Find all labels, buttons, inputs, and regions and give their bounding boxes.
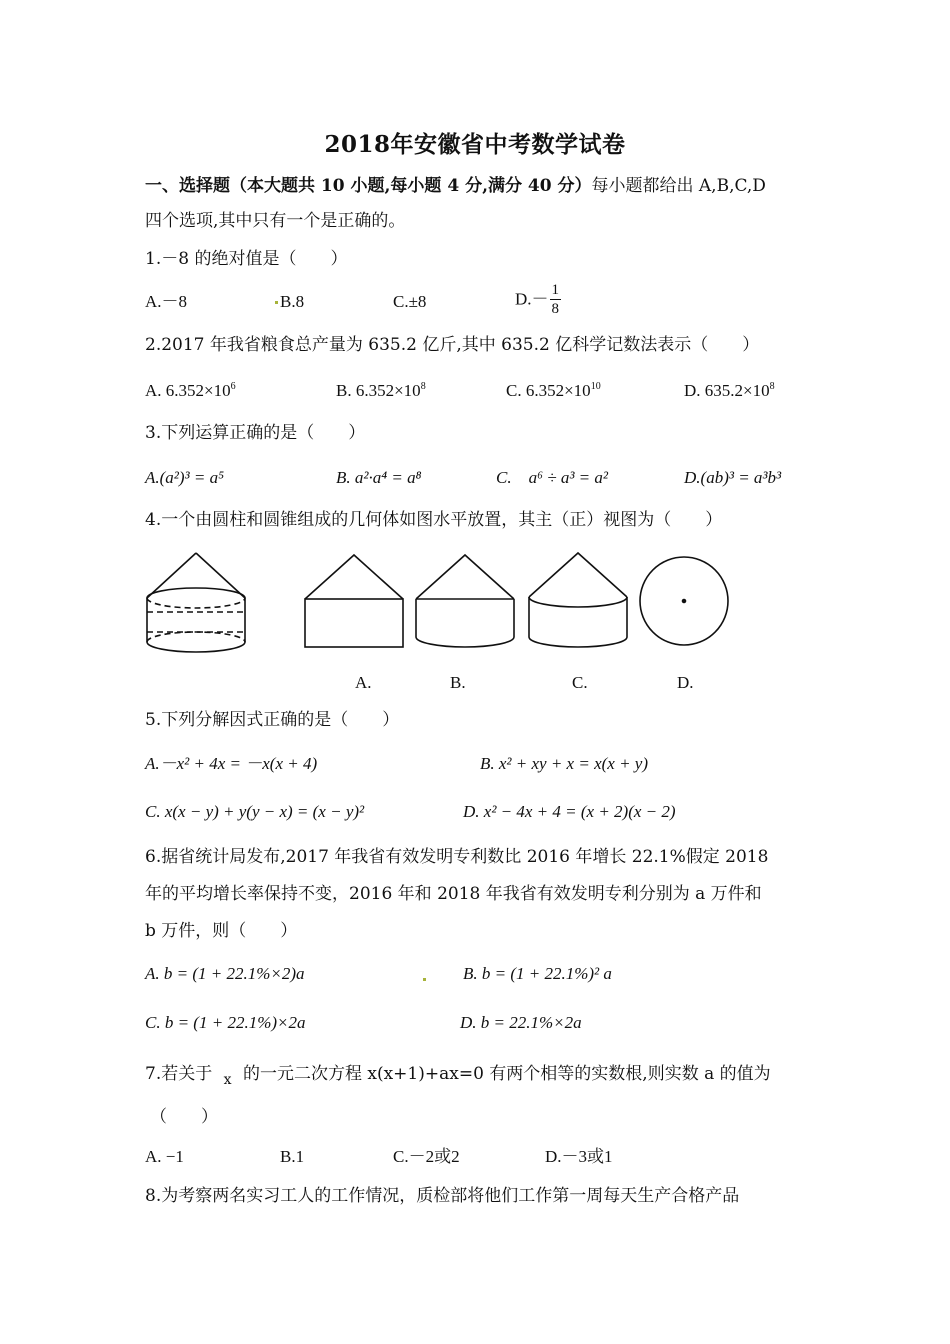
fraction-denominator: 8	[551, 301, 560, 317]
q7-option-b: B.1	[280, 1147, 305, 1166]
q2-a-exp: 6	[230, 381, 236, 392]
q7-option-d: D.－3或1	[545, 1147, 613, 1166]
q6-option-b: B. b = (1 + 22.1%)² a	[463, 964, 612, 983]
q2-d-exp: 8	[769, 381, 775, 392]
q4-label-b: B.	[450, 673, 466, 692]
q7-option-c: C.－2或2	[393, 1147, 460, 1166]
q2-b-exp: 8	[420, 381, 426, 392]
q2-a-base: A. 6.352×10	[145, 381, 231, 400]
q6-line3: b 万件，则（ ）	[145, 921, 298, 941]
section1-intro-line2: 四个选项,其中只有一个是正确的。	[145, 211, 406, 231]
q8-line1: 8.为考察两名实习工人的工作情况，质检部将他们工作第一周每天生产合格产品	[145, 1186, 740, 1206]
solid-cone-cylinder-figure	[147, 553, 245, 652]
q7-line1-b: 的一元二次方程 x(x+1)+ax=0 有两个相等的实数根,则实数 a 的值为	[242, 1064, 771, 1084]
q3-option-d: D.(ab)³ = a³b³	[684, 468, 782, 487]
option-b-figure	[416, 555, 514, 647]
q2-c-exp: 10	[590, 381, 601, 392]
q2-option-d	[684, 380, 775, 402]
fraction-numerator: 1	[551, 282, 560, 298]
speck-mark	[423, 978, 426, 981]
speck-mark	[275, 301, 278, 304]
q7-option-a: A. −1	[145, 1147, 184, 1166]
q5-option-c: C. x(x − y) + y(y − x) = (x − y)²	[145, 802, 365, 821]
q1-option-b: B.8	[280, 292, 305, 311]
q4-label-a: A.	[355, 673, 372, 692]
q2-option-c	[506, 380, 601, 402]
q5-option-b: B. x² + xy + x = x(x + y)	[480, 754, 649, 773]
q5-option-d: D. x² − 4x + 4 = (x + 2)(x − 2)	[463, 802, 676, 821]
q6-option-d: D. b = 22.1%×2a	[460, 1013, 582, 1032]
q3-stem: 3.下列运算正确的是（ ）	[145, 423, 366, 443]
q7-variable: x	[223, 1072, 232, 1088]
q7-line1	[145, 1063, 771, 1091]
q1-option-d-fraction	[550, 281, 562, 318]
q4-label-c: C.	[572, 673, 588, 692]
section1-heading: 一、选择题（本大题共 10 小题,每小题 4 分,满分 40 分）	[145, 176, 592, 196]
q2-c-base: C. 6.352×10	[506, 381, 591, 400]
q1-stem: 1.－8 的绝对值是（ ）	[145, 249, 348, 269]
section1-intro	[145, 175, 766, 197]
q6-line1: 6.据省统计局发布,2017 年我省有效发明专利数比 2016 年增长 22.1%假定 2018	[145, 847, 769, 867]
q1-option-a: A.－8	[145, 292, 188, 311]
q4-stem: 4.一个由圆柱和圆锥组成的几何体如图水平放置，其主（正）视图为（ ）	[145, 510, 723, 530]
q1-option-d-prefix: D.－	[515, 289, 549, 309]
q7-line2: （ ）	[150, 1107, 218, 1127]
q2-d-base: D. 635.2×10	[684, 381, 770, 400]
q2-option-a	[145, 380, 236, 402]
q5-option-a: A.－x² + 4x = －x(x + 4)	[145, 754, 318, 773]
section1-intro-rest: 每小题都给出 A,B,C,D	[591, 176, 766, 196]
option-d-figure	[640, 557, 728, 645]
q4-label-d: D.	[677, 673, 694, 692]
q2-option-b	[336, 380, 426, 402]
q4-figures	[0, 540, 950, 665]
q1-option-d	[515, 281, 561, 318]
q6-line2: 年的平均增长率保持不变，2016 年和 2018 年我省有效发明专利分别为 a 万件和	[145, 884, 762, 904]
q2-stem: 2.2017 年我省粮食总产量为 635.2 亿斤,其中 635.2 亿科学记数法表示（ ）	[145, 335, 760, 355]
option-a-figure	[305, 555, 403, 647]
q6-option-a: A. b = (1 + 22.1%×2)a	[145, 964, 305, 983]
option-c-figure	[529, 553, 627, 647]
q3-option-b: B. a²·a⁴ = a⁸	[336, 468, 422, 487]
q3-option-a: A.(a²)³ = a⁵	[145, 468, 225, 487]
page-title: 2018年安徽省中考数学试卷	[324, 131, 626, 158]
q1-option-c: C.±8	[393, 292, 427, 311]
q5-stem: 5.下列分解因式正确的是（ ）	[145, 710, 400, 730]
q3-option-c: C. a⁶ ÷ a³ = a²	[496, 468, 608, 487]
q7-line1-a: 7.若关于	[145, 1064, 213, 1084]
q6-option-c: C. b = (1 + 22.1%)×2a	[145, 1013, 306, 1032]
q2-b-base: B. 6.352×10	[336, 381, 421, 400]
